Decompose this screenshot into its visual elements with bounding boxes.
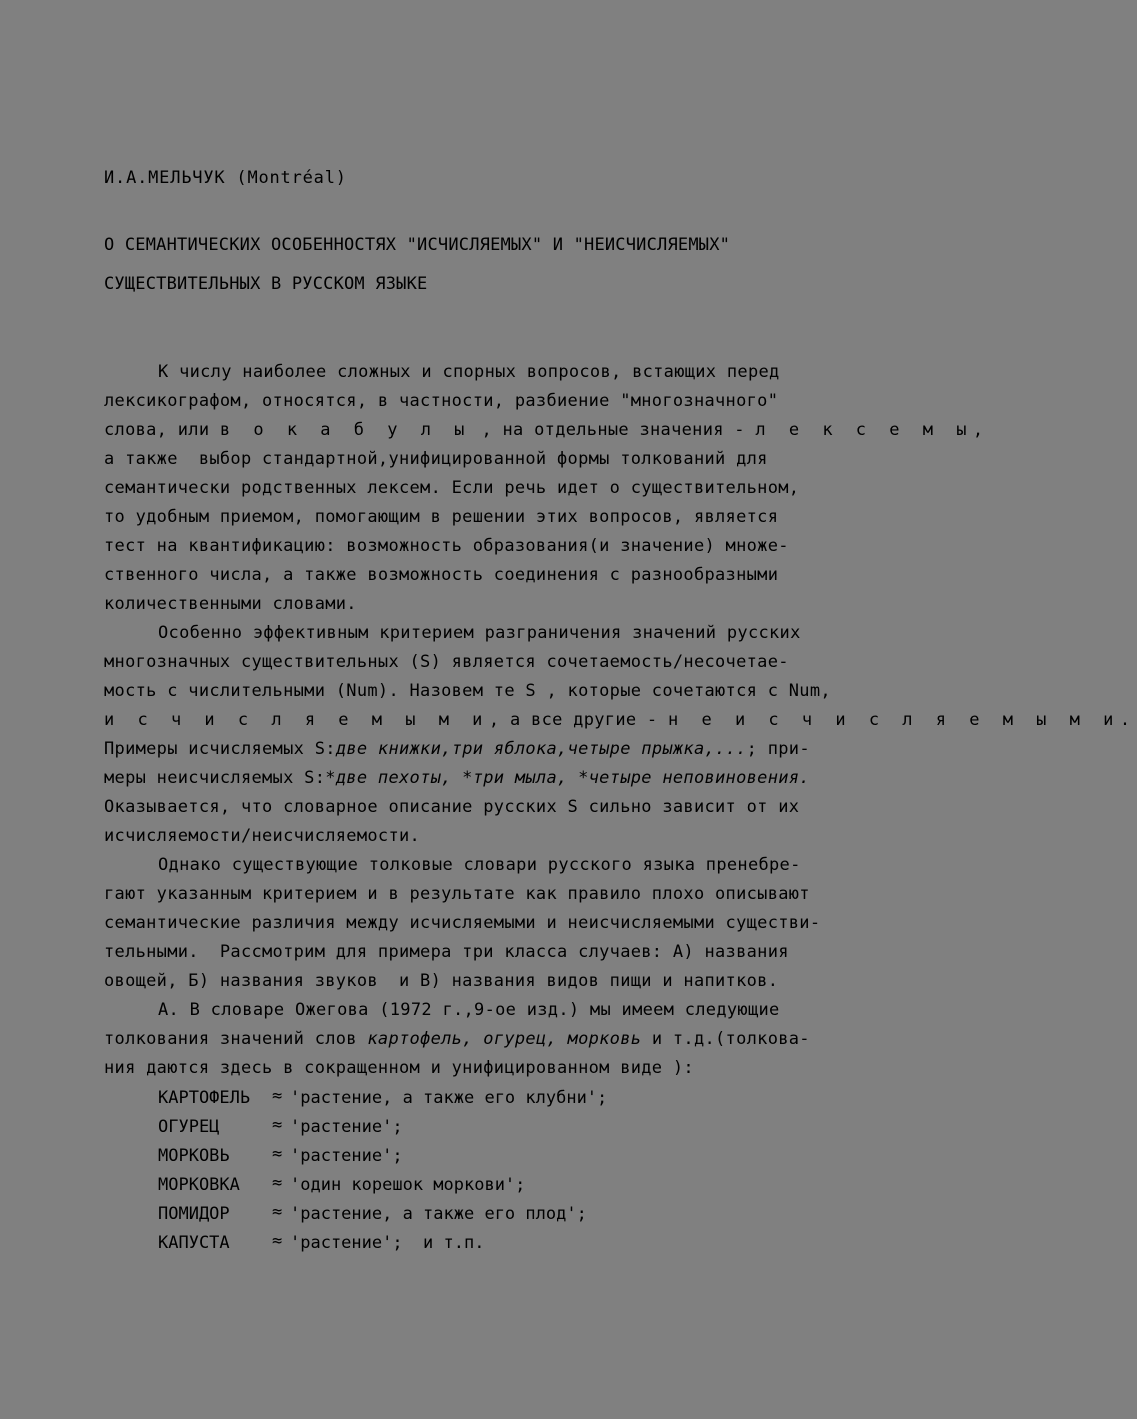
entry-definition: 'один корешок моркови'; [290,1175,526,1195]
entry-definition: 'растение'; [290,1117,403,1137]
spaced-term-ischislyaemymi: и с ч и с л я е м ы м и [104,710,489,730]
example-countable: две книжки,три яблока,четыре прыжка,... [335,739,747,759]
text-span: слова, или [104,420,220,440]
entry-definition: 'растение'; и т.п. [290,1233,485,1253]
entry-word: КАПУСТА [158,1233,230,1253]
entry-definition: 'растение, а также его клубни'; [290,1088,608,1108]
p3-line-3: семантические различия между исчисляемыми и неисчисляемыми существи- [104,913,821,933]
text-span: , а все другие - [488,710,668,730]
text-span: меры неисчисляемых S: [104,768,326,788]
entry-word: МОРКОВКА [158,1175,240,1195]
p3-line-1: Однако существующие толковые словари русского языка пренебре- [158,855,801,875]
p1-line-4: а также выбор стандартной,унифицированной формы толкований для [104,449,768,469]
text-span: и т.д.(толкова- [641,1029,810,1049]
p1-line-7: тест на квантификацию: возможность образования(и значение) множе- [104,536,789,556]
approx-sign: ≈ [272,1144,283,1164]
example-words: картофель, огурец, морковь [367,1029,642,1049]
p2-line-5 [104,739,810,759]
entry-definition: 'растение, а также его плод'; [290,1204,587,1224]
text-span: , на отдельные значения - [470,420,756,440]
p2-line-2: многозначных существительных (S) является сочетаемость/несочетае- [104,652,789,672]
p1-line-3 [104,420,990,440]
text-span: толкования значений слов [104,1029,368,1049]
entry-definition: 'растение'; [290,1146,403,1166]
p1-line-1: К числу наиболее сложных и спорных вопросов, встающих перед [158,362,780,382]
approx-sign: ≈ [272,1173,283,1193]
text-span: Примеры исчисляемых S: [104,739,336,759]
p2-line-7: Оказывается, что словарное описание русских S сильно зависит от их [104,797,800,817]
p1-line-8: ственного числа, а также возможность соединения с разнообразными [104,565,779,585]
entry-word: КАРТОФЕЛЬ [158,1088,251,1108]
example-uncountable: *две пехоты, *три мыла, *четыре неповиновения. [325,768,810,788]
p4-line-1: А. В словаре Ожегова (1972 г.,9-ое изд.) мы имеем следующие [158,1000,780,1020]
p2-line-4 [104,710,1137,730]
author-line: И.А.МЕЛЬЧУК (Montréal) [104,168,347,188]
p2-line-3: мость с числительными (Num). Назовем те S , которые сочетаются с Num, [104,681,831,701]
p1-line-9: количественными словами. [104,594,357,614]
p2-line-8: исчисляемости/неисчисляемости. [104,826,421,846]
entry-word: ОГУРЕЦ [158,1117,220,1137]
p1-line-2: лексикографом, относятся, в частности, разбиение "многозначного" [104,391,779,411]
approx-sign: ≈ [272,1231,283,1251]
p3-line-4: тельными. Рассмотрим для примера три класса случаев: А) названия [104,942,789,962]
spaced-term-vokabuly: в о к а б у л ы [219,420,471,440]
spaced-term-neischislyaemymi: н е и с ч и с л я е м ы м и. [668,710,1137,730]
p1-line-6: то удобным приемом, помогающим в решении этих вопросов, является [104,507,779,527]
approx-sign: ≈ [272,1086,283,1106]
text-span: ; при- [746,739,810,759]
p3-line-5: овощей, Б) названия звуков и В) названия видов пищи и напитков. [104,971,779,991]
p2-line-6 [104,768,810,788]
entry-word: ПОМИДОР [158,1204,230,1224]
p4-line-2 [104,1029,810,1049]
p2-line-1: Особенно эффективным критерием разграничения значений русских [158,623,801,643]
approx-sign: ≈ [272,1115,283,1135]
approx-sign: ≈ [272,1202,283,1222]
title-line-1: О СЕМАНТИЧЕСКИХ ОСОБЕННОСТЯХ "ИСЧИСЛЯЕМЫХ" И "НЕИСЧИСЛЯЕМЫХ" [104,235,731,255]
title-line-2: СУЩЕСТВИТЕЛЬНЫХ В РУССКОМ ЯЗЫКЕ [104,274,428,294]
p1-line-5: семантически родственных лексем. Если речь идет о существительном, [104,478,800,498]
entry-word: МОРКОВЬ [158,1146,230,1166]
p4-line-3: ния даются здесь в сокращенном и унифицированном виде ): [104,1058,694,1078]
spaced-term-leksemy: л е к с е м ы, [755,420,990,440]
p3-line-2: гают указанным критерием и в результате как правило плохо описывают [104,884,810,904]
